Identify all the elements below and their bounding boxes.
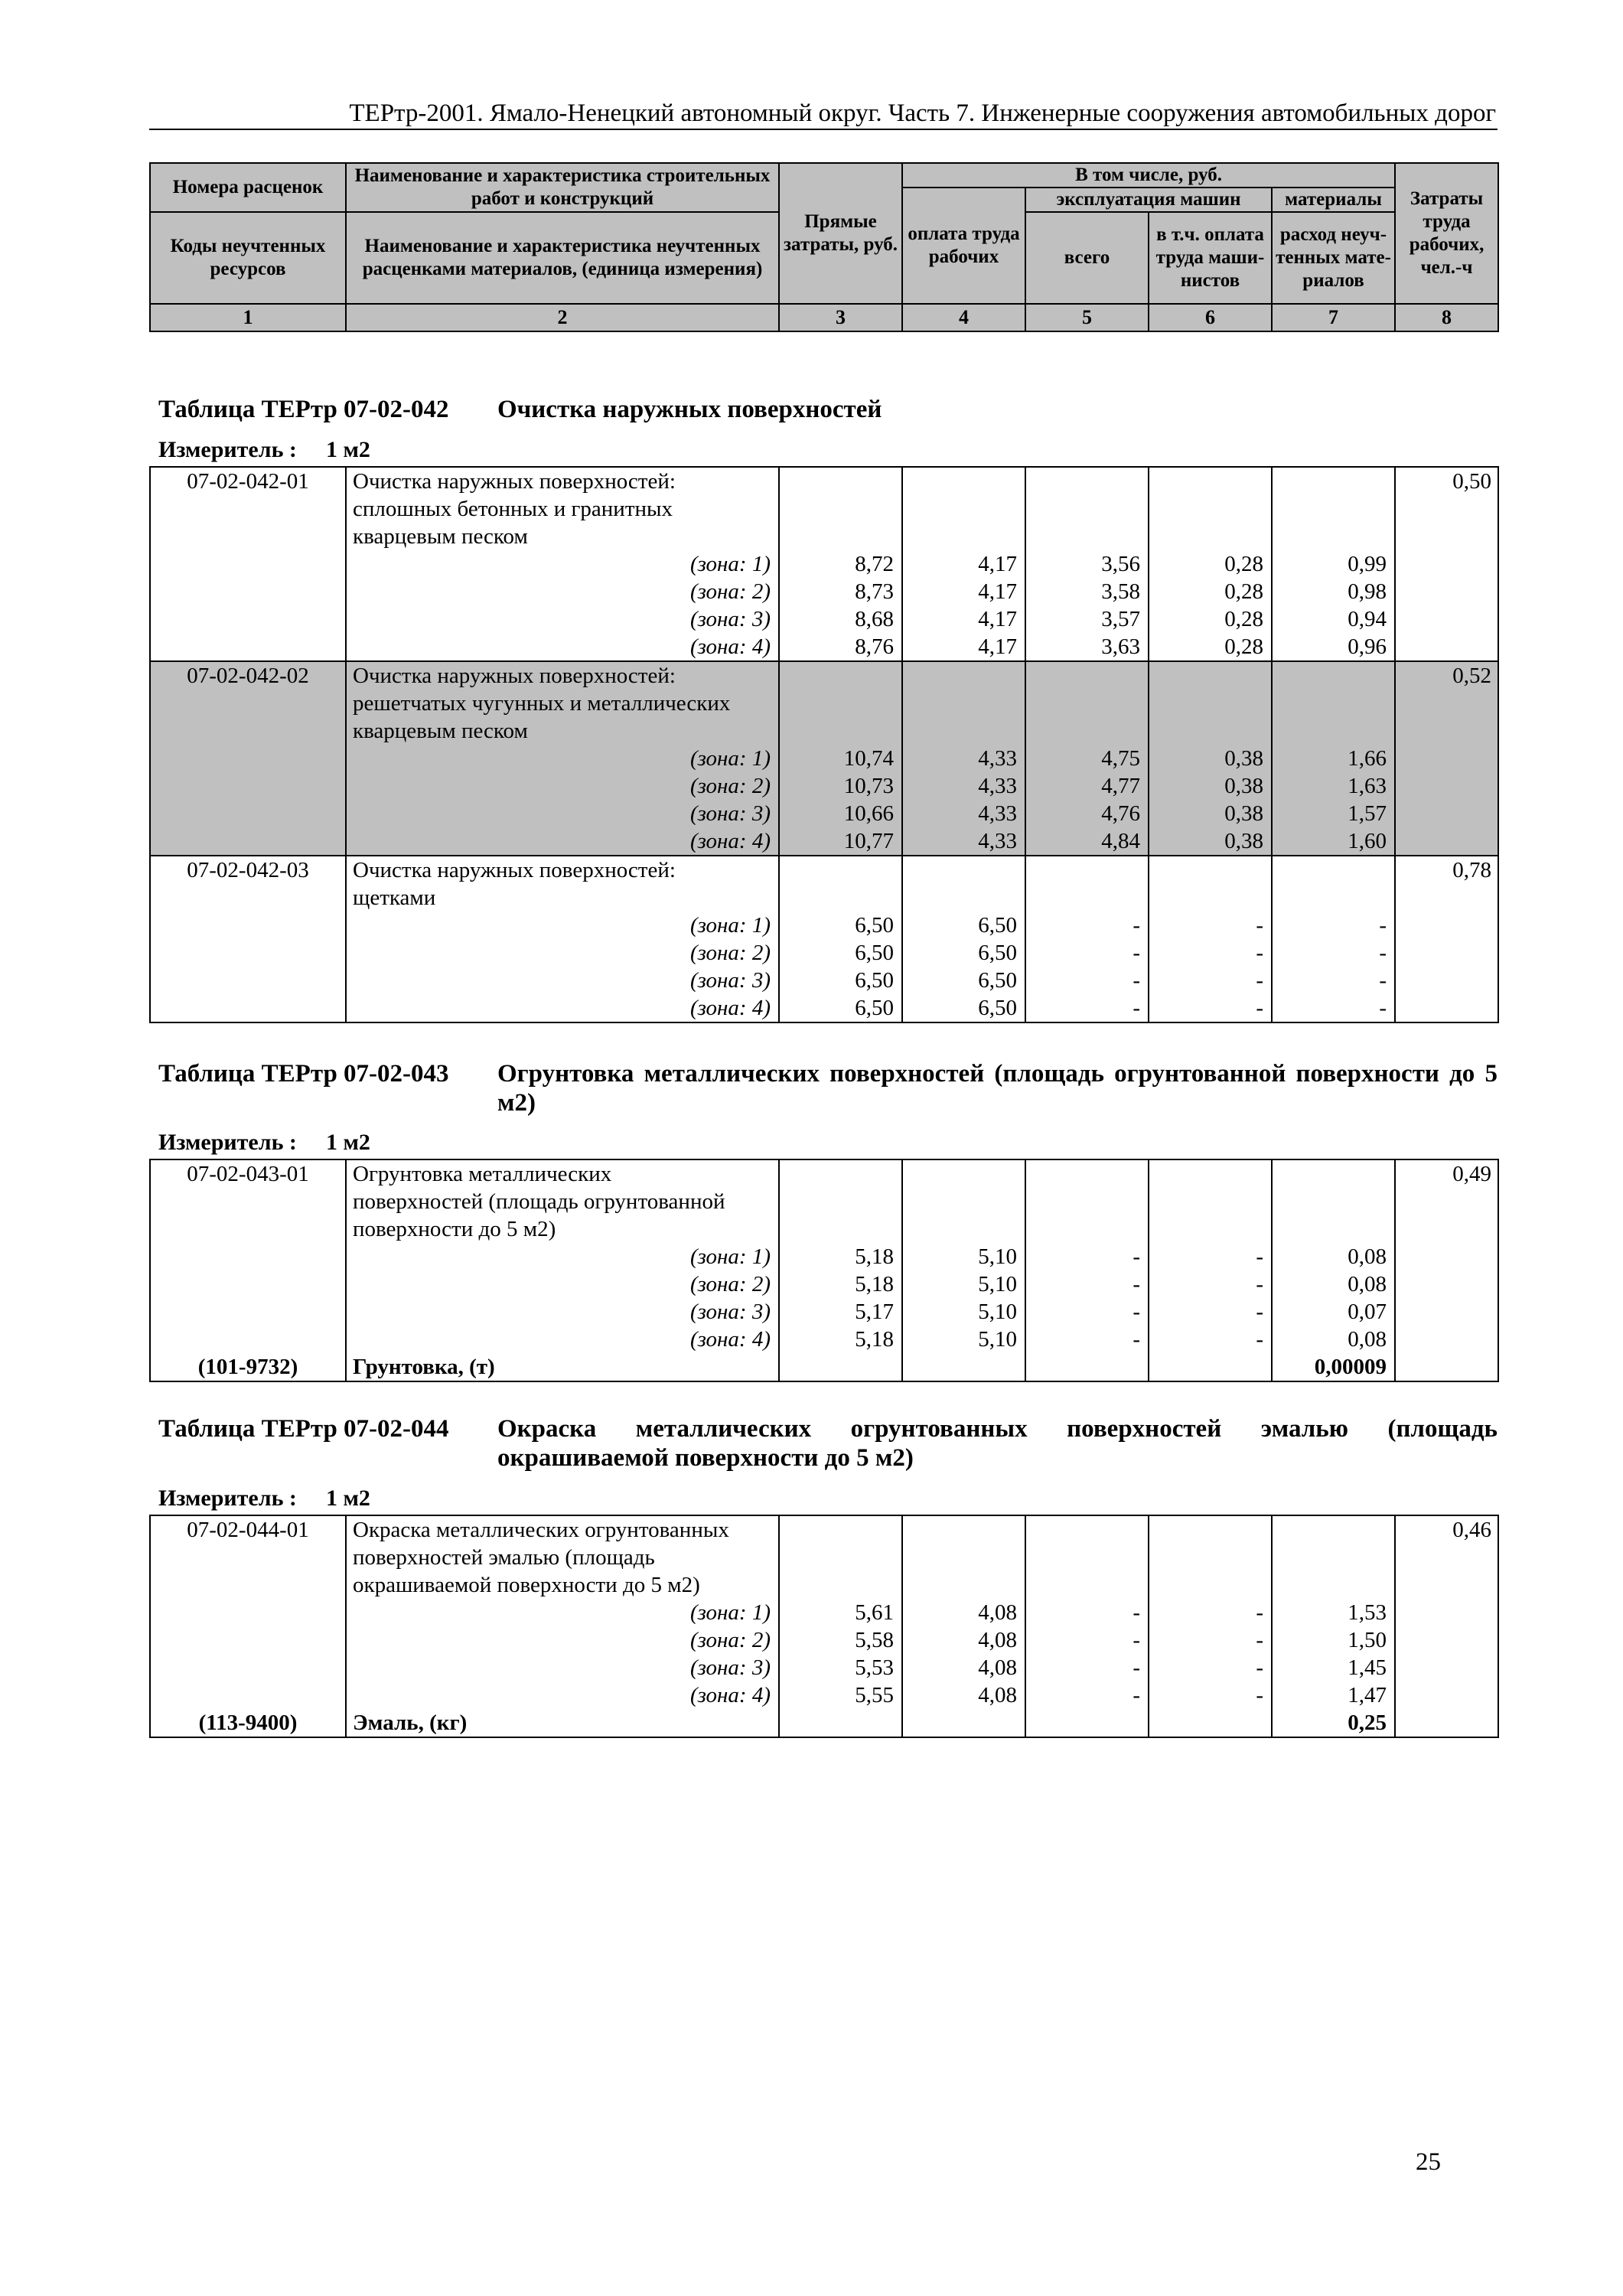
page-number: 25 — [1416, 2148, 1441, 2176]
machinist-pay: 0,28 — [1149, 605, 1272, 633]
labor-pay: 4,33 — [902, 827, 1025, 856]
zone-row — [150, 994, 1498, 1022]
hdr-num: 5 — [1025, 304, 1149, 331]
zone-label: (зона: 2) — [346, 939, 779, 967]
measure-line — [158, 437, 370, 463]
rate-desc: Окраска металлических огрунтованных — [346, 1515, 779, 1544]
materials: 0,96 — [1272, 633, 1395, 661]
table-row — [150, 1188, 1498, 1215]
resource-name: Эмаль, (кг) — [346, 1709, 779, 1737]
hdr-vsego: всего — [1025, 212, 1149, 304]
table-row — [150, 1159, 1498, 1188]
labor-pay: 6,50 — [902, 967, 1025, 994]
materials: - — [1272, 994, 1395, 1022]
resource-value: 0,00009 — [1272, 1353, 1395, 1381]
zone-row — [150, 772, 1498, 800]
rate-desc: поверхности до 5 м2) — [346, 1215, 779, 1243]
rate-desc: Очистка наружных поверхностей: — [346, 467, 779, 495]
machine-total: 3,57 — [1025, 605, 1149, 633]
direct-cost: 5,17 — [779, 1298, 902, 1326]
direct-cost: 6,50 — [779, 967, 902, 994]
machinist-pay: 0,28 — [1149, 633, 1272, 661]
hdr-zatraty: Затраты труда рабочих, чел.-ч — [1395, 163, 1498, 304]
hdr-num: 4 — [902, 304, 1025, 331]
data-table-044 — [149, 1515, 1499, 1738]
machinist-pay: - — [1149, 1599, 1272, 1626]
machinist-pay: - — [1149, 1626, 1272, 1654]
header-rule — [149, 129, 1498, 130]
zone-row — [150, 1626, 1498, 1654]
machinist-pay: - — [1149, 912, 1272, 939]
resource-code: (101-9732) — [150, 1353, 346, 1381]
hdr-num: 6 — [1149, 304, 1272, 331]
zone-row — [150, 967, 1498, 994]
zone-label: (зона: 3) — [346, 967, 779, 994]
zone-label: (зона: 4) — [346, 1681, 779, 1709]
labor-pay: 6,50 — [902, 939, 1025, 967]
hdr-v-tom-chisle: В том числе, руб. — [902, 163, 1395, 188]
direct-cost: 6,50 — [779, 994, 902, 1022]
resource-row — [150, 1353, 1498, 1381]
rate-desc: Очистка наружных поверхностей: — [346, 856, 779, 884]
rate-code: 07-02-044-01 — [150, 1515, 346, 1544]
labor-pay: 4,17 — [902, 605, 1025, 633]
machine-total: 4,75 — [1025, 745, 1149, 772]
labor-pay: 4,08 — [902, 1681, 1025, 1709]
table-row — [150, 661, 1498, 690]
labor-pay: 4,08 — [902, 1654, 1025, 1681]
direct-cost: 5,61 — [779, 1599, 902, 1626]
machine-total: - — [1025, 967, 1149, 994]
machine-total: - — [1025, 1243, 1149, 1270]
measure-label: Измеритель : — [158, 437, 297, 462]
machine-total: - — [1025, 1681, 1149, 1709]
machinist-pay: 0,38 — [1149, 827, 1272, 856]
table-row — [150, 690, 1498, 717]
measure-unit: 1 м2 — [325, 437, 370, 462]
zone-row — [150, 1298, 1498, 1326]
machine-total: - — [1025, 912, 1149, 939]
hdr-rashod: расход неуч-тенных мате-риалов — [1272, 212, 1395, 304]
materials: - — [1272, 967, 1395, 994]
table-code: Таблица ТЕРтр 07-02-043 — [158, 1060, 449, 1088]
table-row — [150, 495, 1498, 523]
materials: - — [1272, 912, 1395, 939]
materials: 0,08 — [1272, 1243, 1395, 1270]
materials: 1,66 — [1272, 745, 1395, 772]
table-row — [150, 856, 1498, 884]
machine-total: 3,56 — [1025, 550, 1149, 578]
zone-row — [150, 800, 1498, 827]
zone-label: (зона: 3) — [346, 1654, 779, 1681]
machine-total: - — [1025, 994, 1149, 1022]
running-header: ТЕРтр-2001. Ямало-Ненецкий автономный округ. Часть 7. Инженерные сооружения автомобильных дорог — [349, 99, 1496, 127]
hdr-pryamye: Прямые затраты, руб. — [779, 163, 902, 304]
materials: 1,50 — [1272, 1626, 1395, 1654]
materials: 1,57 — [1272, 800, 1395, 827]
table-row — [150, 523, 1498, 550]
machine-total: 4,84 — [1025, 827, 1149, 856]
measure-unit: 1 м2 — [325, 1486, 370, 1511]
table-code: Таблица ТЕРтр 07-02-044 — [158, 1415, 449, 1443]
table-row — [150, 467, 1498, 495]
hdr-naim-works: Наименование и характеристика строительных работ и конструкций — [346, 163, 779, 212]
direct-cost: 10,77 — [779, 827, 902, 856]
materials: 1,60 — [1272, 827, 1395, 856]
zone-label: (зона: 2) — [346, 1270, 779, 1298]
zone-label: (зона: 2) — [346, 578, 779, 605]
table-row — [150, 1571, 1498, 1599]
materials: 0,99 — [1272, 550, 1395, 578]
machinist-pay: 0,38 — [1149, 745, 1272, 772]
zone-row — [150, 578, 1498, 605]
labor-pay: 4,33 — [902, 800, 1025, 827]
hdr-materialy: материалы — [1272, 188, 1395, 212]
direct-cost: 5,53 — [779, 1654, 902, 1681]
direct-cost: 5,18 — [779, 1270, 902, 1298]
labor-cost: 0,52 — [1395, 661, 1498, 690]
machinist-pay: - — [1149, 1654, 1272, 1681]
labor-pay: 5,10 — [902, 1298, 1025, 1326]
hdr-naim-resources: Наименование и характеристика неучтенных расценками материалов, (единица измерения) — [346, 212, 779, 304]
measure-line — [158, 1130, 370, 1156]
hdr-num: 7 — [1272, 304, 1395, 331]
labor-cost: 0,78 — [1395, 856, 1498, 884]
machinist-pay: 0,38 — [1149, 800, 1272, 827]
labor-pay: 5,10 — [902, 1243, 1025, 1270]
zone-label: (зона: 3) — [346, 1298, 779, 1326]
materials: 0,08 — [1272, 1270, 1395, 1298]
rate-desc: окрашиваемой поверхности до 5 м2) — [346, 1571, 779, 1599]
materials: 0,98 — [1272, 578, 1395, 605]
table-name: Огрунтовка металлических поверхностей (площадь огрунтованной поверхности до 5 м2) — [497, 1060, 1498, 1117]
machinist-pay: 0,28 — [1149, 578, 1272, 605]
table-row — [150, 1515, 1498, 1544]
materials: 1,63 — [1272, 772, 1395, 800]
hdr-num: 2 — [346, 304, 779, 331]
direct-cost: 8,76 — [779, 633, 902, 661]
machine-total: - — [1025, 1626, 1149, 1654]
column-header-table — [149, 162, 1499, 332]
labor-pay: 4,17 — [902, 578, 1025, 605]
resource-row — [150, 1709, 1498, 1737]
rate-desc: кварцевым песком — [346, 717, 779, 745]
table-row — [150, 1215, 1498, 1243]
table-row — [150, 884, 1498, 912]
labor-pay: 4,33 — [902, 772, 1025, 800]
table-code: Таблица ТЕРтр 07-02-042 — [158, 396, 449, 423]
resource-code: (113-9400) — [150, 1709, 346, 1737]
zone-label: (зона: 4) — [346, 827, 779, 856]
direct-cost: 8,73 — [779, 578, 902, 605]
labor-pay: 4,17 — [902, 550, 1025, 578]
machine-total: - — [1025, 939, 1149, 967]
machinist-pay: - — [1149, 1243, 1272, 1270]
zone-label: (зона: 3) — [346, 605, 779, 633]
resource-name: Грунтовка, (т) — [346, 1353, 779, 1381]
materials: 0,08 — [1272, 1326, 1395, 1353]
machine-total: 4,77 — [1025, 772, 1149, 800]
machine-total: 4,76 — [1025, 800, 1149, 827]
machinist-pay: - — [1149, 1681, 1272, 1709]
zone-row — [150, 605, 1498, 633]
table-name: Окраска металлических огрунтованных поверхностей эмалью (площадь окрашиваемой поверхности до 5 м2) — [497, 1415, 1498, 1472]
zone-row — [150, 1599, 1498, 1626]
zone-row — [150, 1654, 1498, 1681]
direct-cost: 10,74 — [779, 745, 902, 772]
zone-row — [150, 1326, 1498, 1353]
zone-label: (зона: 4) — [346, 633, 779, 661]
rate-code: 07-02-043-01 — [150, 1159, 346, 1188]
hdr-oplata-truda: оплата труда рабочих — [902, 188, 1025, 304]
direct-cost: 8,72 — [779, 550, 902, 578]
direct-cost: 10,66 — [779, 800, 902, 827]
machinist-pay: - — [1149, 1298, 1272, 1326]
zone-label: (зона: 1) — [346, 912, 779, 939]
zone-label: (зона: 1) — [346, 1599, 779, 1626]
labor-pay: 4,08 — [902, 1599, 1025, 1626]
machine-total: 3,63 — [1025, 633, 1149, 661]
materials: 0,94 — [1272, 605, 1395, 633]
hdr-num: 3 — [779, 304, 902, 331]
table-row — [150, 1544, 1498, 1571]
data-table-043 — [149, 1159, 1499, 1382]
rate-desc: решетчатых чугунных и металлических — [346, 690, 779, 717]
machine-total: - — [1025, 1298, 1149, 1326]
machine-total: - — [1025, 1326, 1149, 1353]
materials: - — [1272, 939, 1395, 967]
machine-total: 3,58 — [1025, 578, 1149, 605]
zone-label: (зона: 2) — [346, 772, 779, 800]
materials: 1,47 — [1272, 1681, 1395, 1709]
rate-desc: щетками — [346, 884, 779, 912]
direct-cost: 6,50 — [779, 939, 902, 967]
materials: 0,07 — [1272, 1298, 1395, 1326]
hdr-num: 1 — [150, 304, 346, 331]
rate-code: 07-02-042-03 — [150, 856, 346, 884]
machinist-pay: 0,38 — [1149, 772, 1272, 800]
labor-pay: 4,08 — [902, 1626, 1025, 1654]
zone-label: (зона: 1) — [346, 745, 779, 772]
table-name: Очистка наружных поверхностей — [497, 396, 882, 423]
direct-cost: 8,68 — [779, 605, 902, 633]
hdr-v-tch: в т.ч. оплата труда маши-нистов — [1149, 212, 1272, 304]
zone-label: (зона: 1) — [346, 1243, 779, 1270]
labor-pay: 6,50 — [902, 912, 1025, 939]
machine-total: - — [1025, 1599, 1149, 1626]
zone-label: (зона: 1) — [346, 550, 779, 578]
zone-row — [150, 939, 1498, 967]
hdr-nomera-rascenok: Номера расценок — [150, 163, 346, 212]
resource-value: 0,25 — [1272, 1709, 1395, 1737]
labor-pay: 4,33 — [902, 745, 1025, 772]
machinist-pay: - — [1149, 1270, 1272, 1298]
direct-cost: 5,55 — [779, 1681, 902, 1709]
labor-pay: 5,10 — [902, 1270, 1025, 1298]
direct-cost: 5,18 — [779, 1243, 902, 1270]
rate-code: 07-02-042-02 — [150, 661, 346, 690]
rate-desc: поверхностей эмалью (площадь — [346, 1544, 779, 1571]
data-table-042 — [149, 466, 1499, 1023]
hdr-kody: Коды неучтенных ресурсов — [150, 212, 346, 304]
labor-pay: 5,10 — [902, 1326, 1025, 1353]
materials: 1,45 — [1272, 1654, 1395, 1681]
measure-label: Измеритель : — [158, 1486, 297, 1511]
table-row — [150, 717, 1498, 745]
labor-cost: 0,50 — [1395, 467, 1498, 495]
machine-total: - — [1025, 1270, 1149, 1298]
machinist-pay: - — [1149, 1326, 1272, 1353]
materials: 1,53 — [1272, 1599, 1395, 1626]
zone-row — [150, 745, 1498, 772]
rate-desc: Очистка наружных поверхностей: — [346, 661, 779, 690]
machinist-pay: 0,28 — [1149, 550, 1272, 578]
measure-line — [158, 1486, 370, 1512]
direct-cost: 10,73 — [779, 772, 902, 800]
zone-label: (зона: 2) — [346, 1626, 779, 1654]
zone-row — [150, 1270, 1498, 1298]
zone-row — [150, 633, 1498, 661]
rate-code: 07-02-042-01 — [150, 467, 346, 495]
zone-row — [150, 1243, 1498, 1270]
zone-label: (зона: 4) — [346, 994, 779, 1022]
machinist-pay: - — [1149, 994, 1272, 1022]
labor-pay: 6,50 — [902, 994, 1025, 1022]
zone-row — [150, 827, 1498, 856]
rate-desc: поверхностей (площадь огрунтованной — [346, 1188, 779, 1215]
labor-pay: 4,17 — [902, 633, 1025, 661]
machinist-pay: - — [1149, 967, 1272, 994]
direct-cost: 6,50 — [779, 912, 902, 939]
machinist-pay: - — [1149, 939, 1272, 967]
zone-row — [150, 550, 1498, 578]
measure-label: Измеритель : — [158, 1130, 297, 1155]
zone-row — [150, 912, 1498, 939]
rate-desc: Огрунтовка металлических — [346, 1159, 779, 1188]
labor-cost: 0,46 — [1395, 1515, 1498, 1544]
direct-cost: 5,58 — [779, 1626, 902, 1654]
hdr-num: 8 — [1395, 304, 1498, 331]
zone-label: (зона: 3) — [346, 800, 779, 827]
rate-desc: сплошных бетонных и гранитных — [346, 495, 779, 523]
hdr-eksplu-mashin: эксплуатация машин — [1025, 188, 1272, 212]
zone-label: (зона: 4) — [346, 1326, 779, 1353]
rate-desc: кварцевым песком — [346, 523, 779, 550]
measure-unit: 1 м2 — [325, 1130, 370, 1155]
zone-row — [150, 1681, 1498, 1709]
machine-total: - — [1025, 1654, 1149, 1681]
labor-cost: 0,49 — [1395, 1159, 1498, 1188]
direct-cost: 5,18 — [779, 1326, 902, 1353]
